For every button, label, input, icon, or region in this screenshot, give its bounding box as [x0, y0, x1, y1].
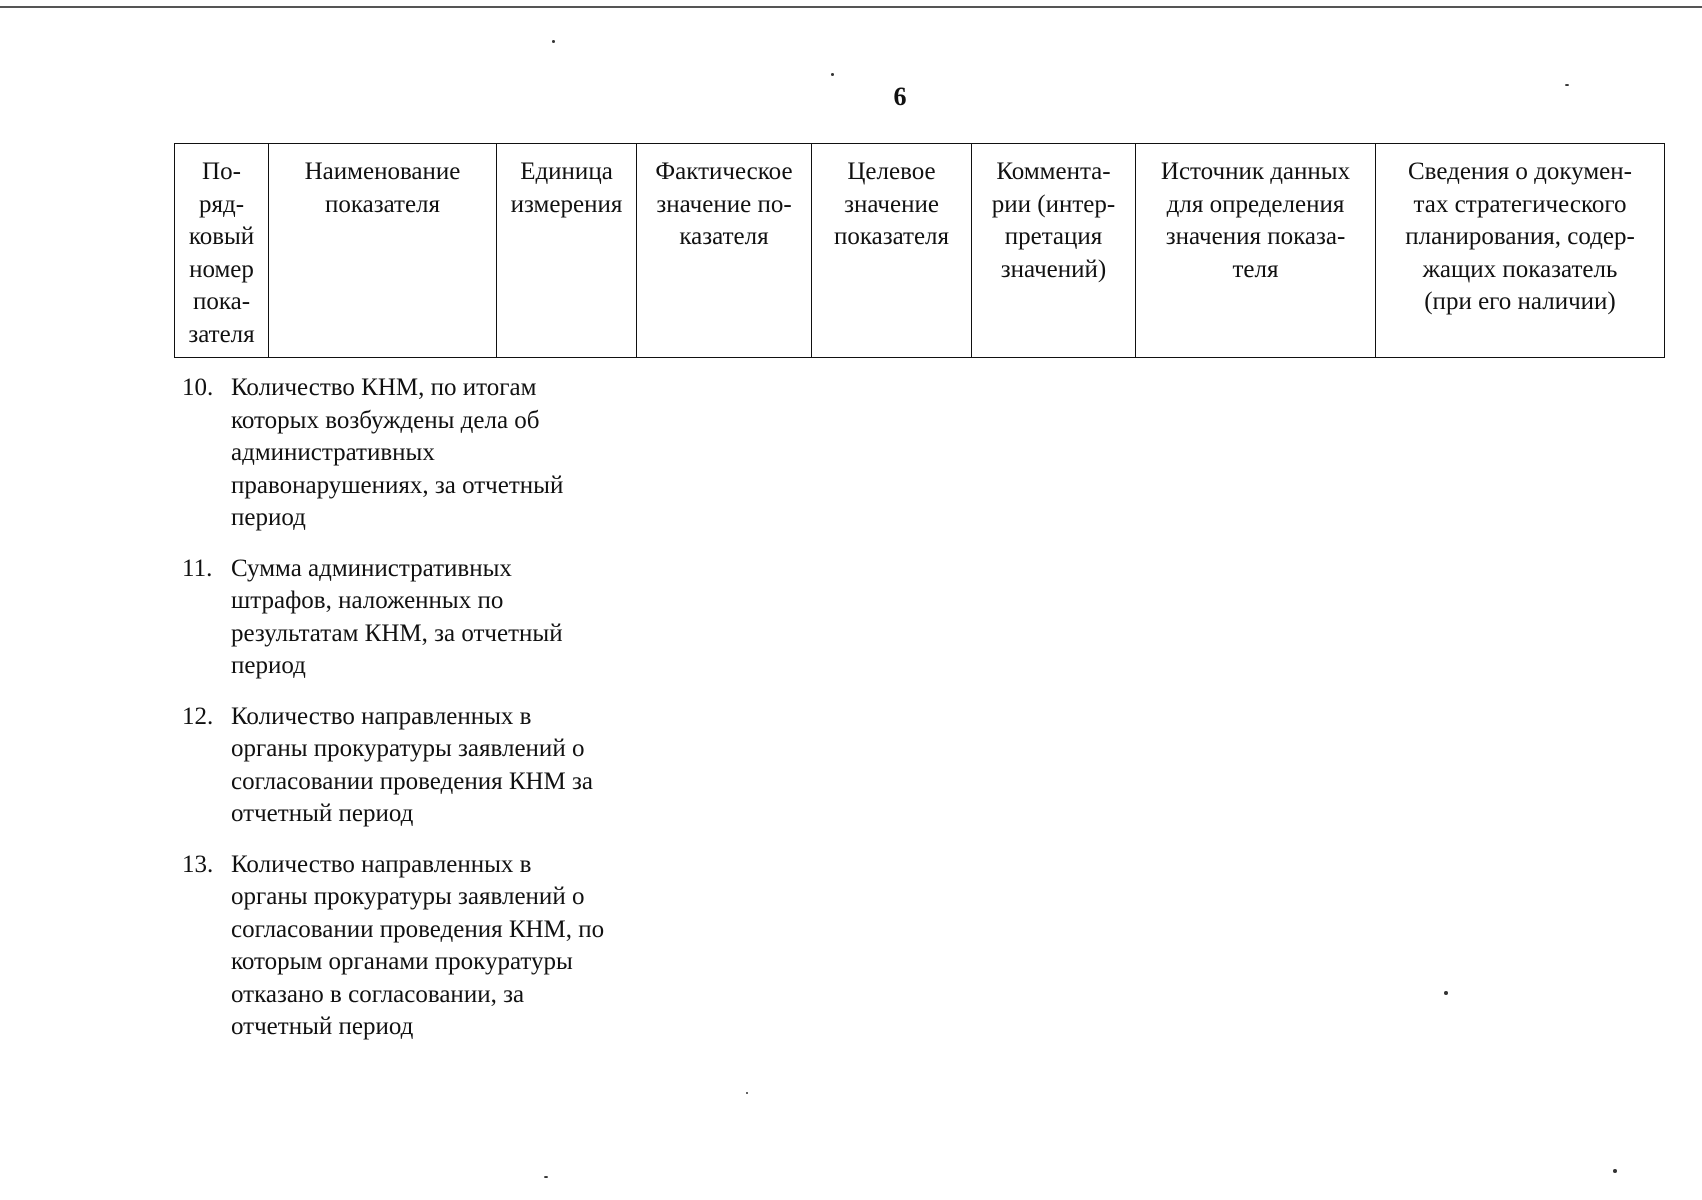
column-header-actual-value — [637, 144, 812, 358]
indicator-list — [182, 372, 702, 1044]
page-number: 6 — [893, 82, 907, 111]
indicator-number: 11. — [182, 554, 213, 582]
scan-speck — [746, 1092, 748, 1094]
indicator-row — [182, 849, 702, 1044]
scan-speck — [1565, 84, 1569, 86]
column-header-data-source — [1136, 144, 1376, 358]
indicator-row — [182, 701, 702, 831]
column-header-target-value — [812, 144, 972, 358]
top-rule — [0, 6, 1702, 8]
column-header-unit — [497, 144, 637, 358]
scan-speck — [1613, 1169, 1617, 1173]
indicator-text: Количество КНМ, по итогам которых возбуждены дела об административных правонарушениях, за отчетный период — [231, 374, 564, 531]
scan-speck — [1444, 991, 1448, 995]
indicator-number: 12. — [182, 702, 214, 730]
column-header-actual-value-text: Фактическое значение по- казателя — [655, 158, 793, 250]
indicator-number: 10. — [182, 374, 214, 401]
column-header-serial-number — [175, 144, 269, 358]
indicator-number: 13. — [182, 850, 214, 878]
indicator-text: Количество направленных в органы прокуратуры заявлений о согласовании проведения КНМ, по которым органами прокуратуры отказано в согласовании, за отчетный период — [231, 850, 605, 1040]
scan-speck — [831, 73, 834, 76]
indicator-row — [182, 553, 702, 683]
column-header-indicator-name-text: Наименование показателя — [304, 158, 461, 218]
table-header-row — [175, 144, 1665, 358]
scan-speck — [552, 40, 555, 43]
column-header-target-value-text: Целевое значение показателя — [833, 158, 950, 250]
column-header-strategic-documents — [1376, 144, 1665, 358]
column-header-comments — [972, 144, 1136, 358]
indicator-row — [182, 372, 702, 535]
indicator-table-header — [174, 143, 1665, 358]
column-header-indicator-name — [269, 144, 497, 358]
column-header-serial-number-text: По- ряд- ковый номер пока- зателя — [188, 158, 255, 348]
indicator-text: Сумма административных штрафов, наложенных по результатам КНМ, за отчетный период — [231, 554, 563, 679]
column-header-strategic-documents-text: Сведения о докумен- тах стратегического планирования, содер- жащих показатель (при его наличии) — [1405, 158, 1635, 315]
column-header-unit-text: Единица измерения — [510, 158, 623, 218]
scan-speck — [544, 1176, 548, 1178]
column-header-data-source-text: Источник данных для определения значения показа- теля — [1160, 158, 1351, 283]
column-header-comments-text: Коммента- рии (интер- претация значений) — [991, 158, 1116, 283]
indicator-text: Количество направленных в органы прокуратуры заявлений о согласовании проведения КНМ за отчетный период — [231, 702, 594, 827]
